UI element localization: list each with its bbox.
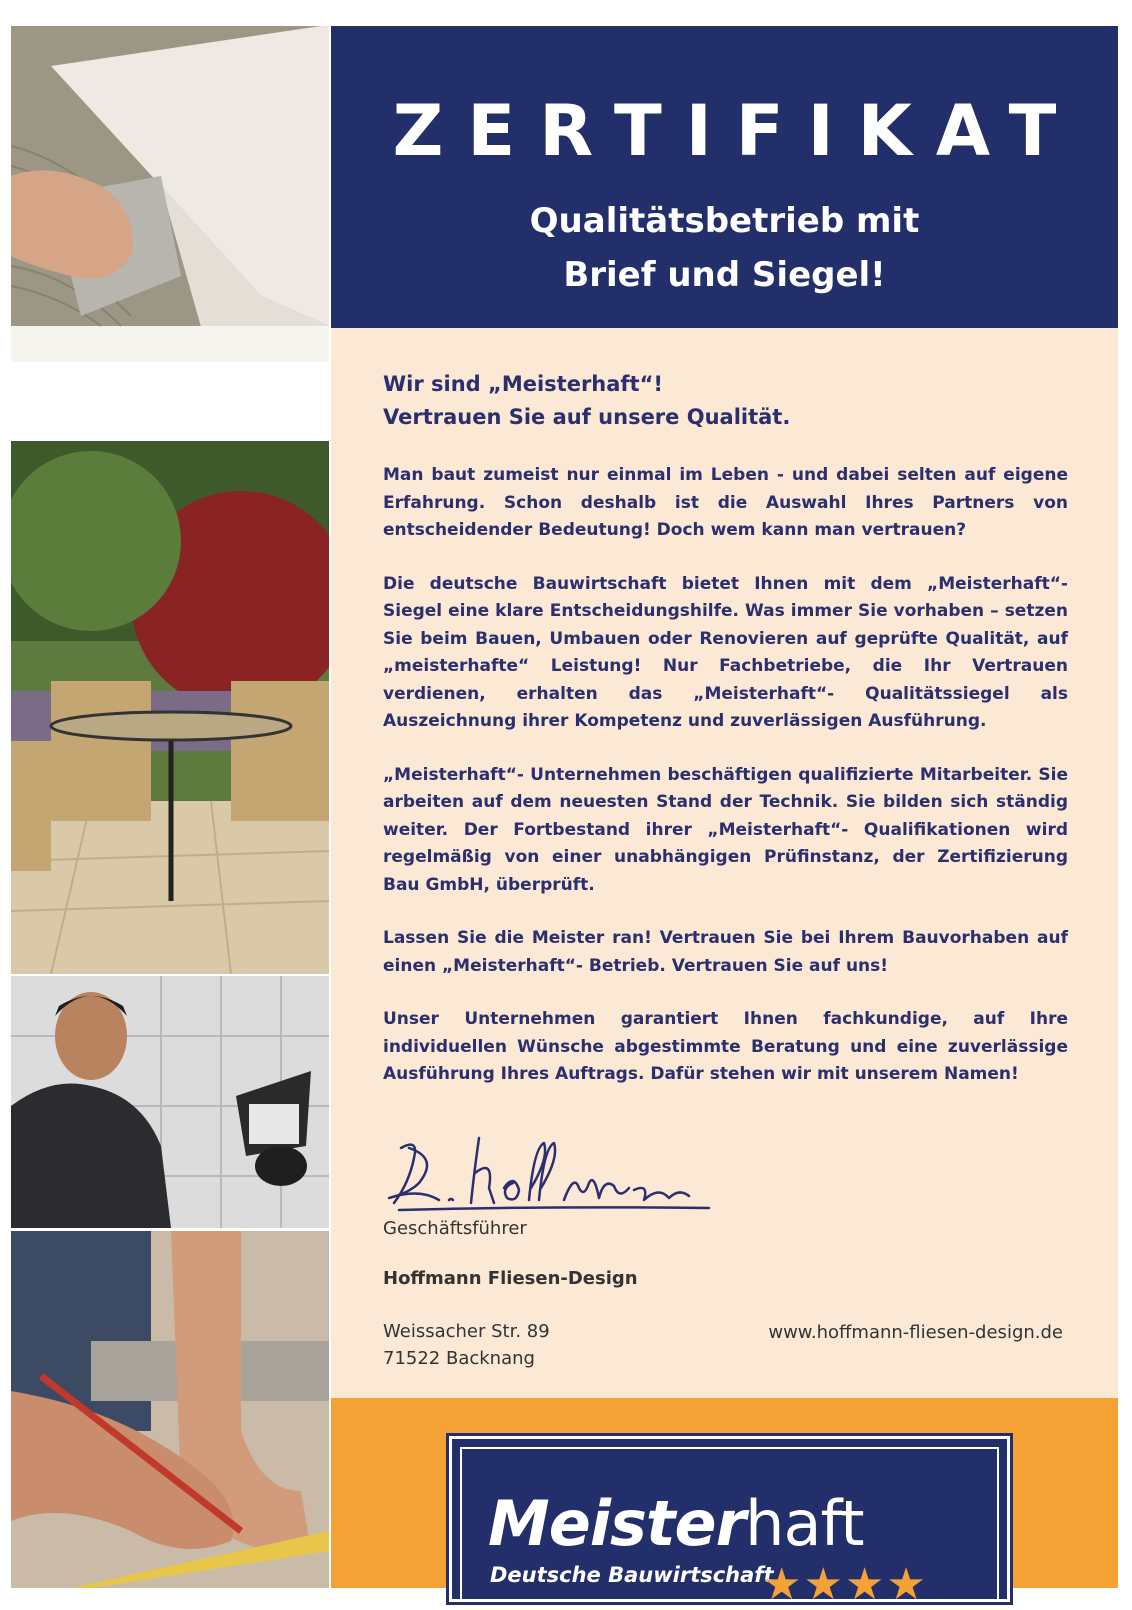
certificate-subtitle bbox=[331, 194, 1118, 302]
paragraph: Man baut zumeist nur einmal im Leben - und dabei selten auf eigene Erfahrung. Schon deshalb ist die Auswahl Ihres Partners von entscheidender Bedeutung! Doch wem kann man vertrauen? bbox=[383, 465, 1068, 540]
seal-tagline: Deutsche Bauwirtschaft bbox=[490, 1563, 774, 1587]
company-website[interactable]: www.hoffmann-fliesen-design.de bbox=[768, 1322, 1063, 1343]
photo-garden-terrace bbox=[11, 441, 329, 974]
address-street: Weissacher Str. 89 bbox=[383, 1321, 550, 1342]
address-city: 71522 Backnang bbox=[383, 1348, 535, 1369]
company-name: Hoffmann Fliesen-Design bbox=[383, 1268, 638, 1289]
meisterhaft-seal-logo bbox=[449, 1436, 1010, 1610]
paragraph: Lassen Sie die Meister ran! Vertrauen Sie bei Ihrem Bauvorhaben auf einen „Meisterhaft“- Betrieb. Vertrauen Sie auf uns! bbox=[383, 928, 1068, 976]
brand-bold: Meister bbox=[488, 1487, 746, 1560]
subtitle-line-2: Brief und Siegel! bbox=[563, 255, 886, 295]
paragraph: Die deutsche Bauwirtschaft bietet Ihnen mit dem „Meisterhaft“- Siegel eine klare Entscheidungshilfe. Was immer Sie vorhaben – setzen Sie beim Bauen, Umbauen oder Renovieren auf geprüfte Qualität, auf „meisterhafte“ Leistung! Nur Fachbetriebe, die Ihr Vertrauen verdienen, erhalten das „Meisterhaft“- Qualitätssiegel als Auszeichnung ihrer Kompetenz und zuverlässigen Ausführung. bbox=[383, 573, 1068, 731]
certificate-body bbox=[331, 328, 1118, 1398]
subtitle-line-1: Qualitätsbetrieb mit bbox=[529, 201, 920, 241]
certificate-header bbox=[331, 26, 1118, 328]
seal-stars: ★★★★ bbox=[762, 1559, 928, 1610]
lead-line-2: Vertrauen Sie auf unsere Qualität. bbox=[383, 405, 791, 429]
body-text bbox=[383, 368, 1068, 1115]
brand-light: haft bbox=[745, 1487, 864, 1560]
signature-role: Geschäftsführer bbox=[383, 1218, 527, 1239]
seal-footer bbox=[331, 1398, 1118, 1610]
company-address bbox=[383, 1318, 550, 1372]
handwritten-signature bbox=[379, 1128, 714, 1218]
photo-measuring-hands bbox=[11, 1231, 329, 1588]
photo-tiling-trowel bbox=[11, 26, 329, 362]
seal-brand bbox=[488, 1487, 864, 1560]
lead-heading bbox=[383, 368, 1068, 434]
lead-line-1: Wir sind „Meisterhaft“! bbox=[383, 372, 663, 396]
paragraph: „Meisterhaft“- Unternehmen beschäftigen qualifizierte Mitarbeiter. Sie arbeiten auf dem neuesten Stand der Technik. Sie bilden sich ständig weiter. Der Fortbestand ihrer „Meisterhaft“- Qualifikationen wird regelmäßig von einer unabhängigen Prüfinstanz, der Zertifizierung Bau GmbH, überprüft. bbox=[383, 764, 1068, 895]
paragraph: Unser Unternehmen garantiert Ihnen fachkundige, auf Ihre individuellen Wünsche abgestimmte Beratung und eine zuverlässige Ausführung Ihres Auftrags. Dafür stehen wir mit unserem Namen! bbox=[383, 1009, 1068, 1084]
certificate-title: ZERTIFIKAT bbox=[392, 90, 1081, 172]
photo-tiler-portrait bbox=[11, 976, 329, 1228]
